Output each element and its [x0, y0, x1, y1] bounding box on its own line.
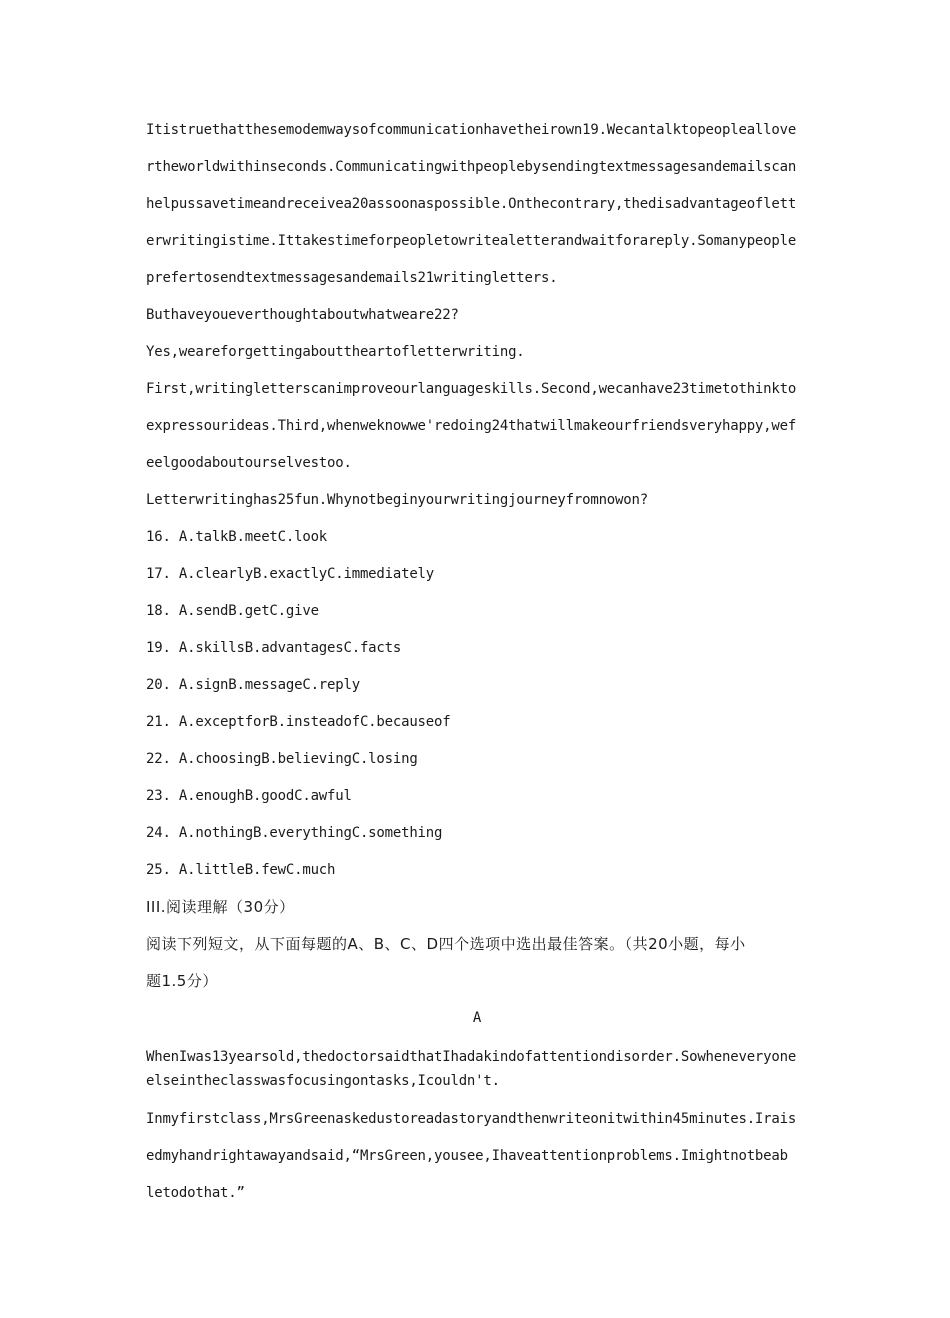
question-20: 20. A.signB.messageC.reply — [146, 677, 360, 693]
question-22: 22. A.choosingB.believingC.losing — [146, 751, 418, 767]
section-instruction: 阅读下列短文，从下面每题的A、B、C、D四个选项中选出最佳答案。（共20小题，每小 — [146, 935, 746, 953]
passage-a-line: WhenIwas13yearsold,thedoctorsaidthatIhadakindofattentiondisorder.Sowheneveryone — [146, 1049, 797, 1065]
question-23: 23. A.enoughB.goodC.awful — [146, 788, 352, 804]
passage-line: expressourideas.Third,whenweknowwe'redoing24thatwillmakeourfriendsveryhappy,wef — [146, 418, 797, 434]
passage-line: Yes,weareforgettingabouttheartofletterwriting. — [146, 344, 525, 360]
passage-line: Buthaveyoueverthoughtaboutwhatweare22? — [146, 307, 459, 323]
question-24: 24. A.nothingB.everythingC.something — [146, 825, 443, 841]
passage-a-line: elseintheclasswasfocusingontasks,Icouldn't. — [146, 1073, 500, 1089]
question-25: 25. A.littleB.fewC.much — [146, 862, 336, 878]
passage-a-line: edmyhandrightawayandsaid,“MrsGreen,yousee,Ihaveattentionproblems.Imightnotbeab — [146, 1148, 788, 1164]
passage-a — [146, 1045, 808, 1212]
question-18: 18. A.sendB.getC.give — [146, 603, 319, 619]
document-page — [146, 112, 808, 1212]
reading-section — [146, 889, 808, 1037]
passage-label: A — [472, 1010, 482, 1026]
passage-line: eelgoodaboutourselvestoo. — [146, 455, 352, 471]
question-19: 19. A.skillsB.advantagesC.facts — [146, 640, 402, 656]
passage-a-line: letodothat.” — [146, 1185, 245, 1201]
passage-line: rtheworldwithinseconds.Communicatingwithpeoplebysendingtextmessagesandemailscan — [146, 159, 797, 175]
passage-line: First,writingletterscanimproveourlanguageskills.Second,wecanhave23timetothinkto — [146, 381, 797, 397]
section-heading: III.阅读理解（30分） — [146, 898, 295, 916]
question-16: 16. A.talkB.meetC.look — [146, 529, 328, 545]
passage-a-line: Inmyfirstclass,MrsGreenaskedustoreadastoryandthenwriteonitwithin45minutes.Irais — [146, 1111, 797, 1127]
question-21: 21. A.exceptforB.insteadofC.becauseof — [146, 714, 451, 730]
section-instruction-cont: 题1.5分） — [146, 972, 218, 990]
passage-line: Letterwritinghas25fun.Whynotbeginyourwritingjourneyfromnowon? — [146, 492, 648, 508]
passage-line: helpussavetimeandreceivea20assoonaspossible.Onthecontrary,thedisadvantageoflett — [146, 196, 797, 212]
cloze-questions — [146, 519, 808, 889]
passage-line: prefertosendtextmessagesandemails21writingletters. — [146, 270, 558, 286]
letter-writing-passage — [146, 112, 808, 519]
passage-line: erwritingistime.Ittakestimeforpeopletowritealetterandwaitforareply.Somanypeople — [146, 233, 797, 249]
question-17: 17. A.clearlyB.exactlyC.immediately — [146, 566, 435, 582]
passage-line: Itistruethatthesemodemwaysofcommunicationhavetheirown19.Wecantalktopeopleallove — [146, 122, 797, 138]
